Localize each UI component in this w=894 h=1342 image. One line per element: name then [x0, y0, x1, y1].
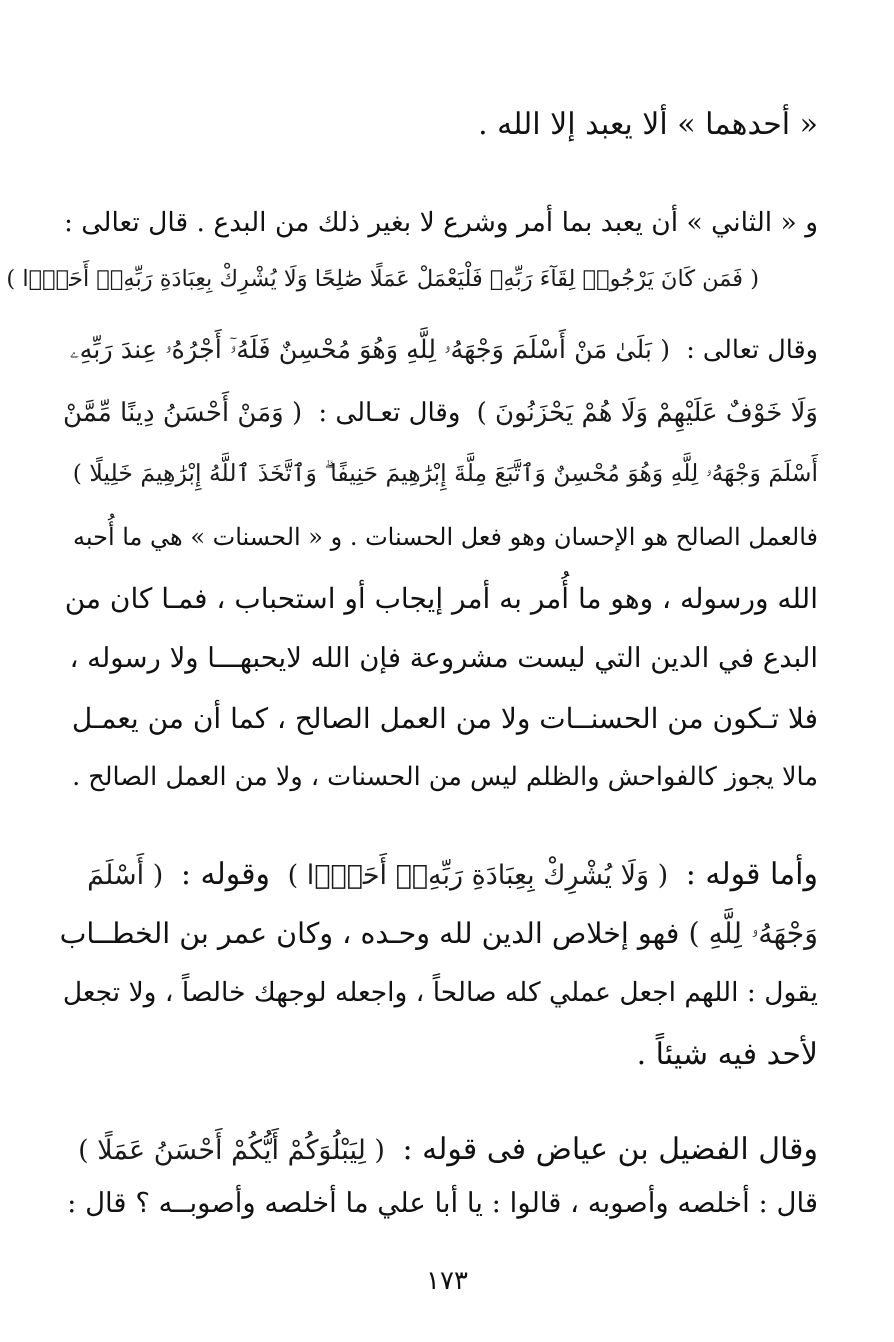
- page-number: ١٧٣: [426, 1266, 468, 1296]
- quran-verse-kahf-part: ( وَلَا يُشْرِكْ بِعِبَادَةِ رَبِّهِۦٓ أَحَدًۢا ): [287, 860, 669, 891]
- text-line-5-mid: وقال تعـالى :: [318, 398, 461, 428]
- text-line-4: [62, 335, 818, 365]
- quran-verse-kahf: ( فَمَن كَانَ يَرْجُوا۟ لِقَآءَ رَبِّهِۦ فَلْيَعْمَلْ عَمَلًا صَٰلِحًا وَلَا يُشْرِكْ بِعِبَادَةِ رَبِّهِۦٓ أَحَدًۢا ): [6, 266, 759, 292]
- quran-verse-baqarah-end: وَلَا خَوْفٌ عَلَيْهِمْ وَلَا هُمْ يَحْزَنُونَ ): [476, 398, 818, 428]
- quran-verse-aslama: ( أَسْلَمَ: [87, 860, 164, 891]
- text-line-16-prefix: وقال الفضيل بن عياض فى قوله :: [402, 1132, 818, 1167]
- text-line-12: [79, 857, 818, 892]
- quran-verse-baqarah: ( بَلَىٰ مَنْ أَسْلَمَ وَجْهَهُۥ لِلَّهِ وَهُوَ مُحْسِنٌ فَلَهُۥٓ أَجْرُهُۥ عِندَ رَبِّهِۦ: [69, 335, 671, 365]
- quran-verse-nisa-start: ( وَمَنْ أَحْسَنُ دِينًا مِّمَّنْ: [63, 398, 303, 428]
- text-line-17: قال : أخلصه وأصوبه ، قالوا : يا أبا علي ما أخلصه وأصوبــه ؟ قال :: [67, 1187, 818, 1219]
- text-line-10: فلا تـكون من الحسنــات ولا من العمل الصالح ، كما أن من يعمـل: [71, 702, 818, 735]
- text-line-9: البدع في الدين التي ليست مشروعة فإن الله لايحبهـــا ولا رسوله ،: [69, 642, 818, 674]
- quran-verse-nisa: أَسْلَمَ وَجْهَهُۥ لِلَّهِ وَهُوَ مُحْسِنٌ وَٱتَّبَعَ مِلَّةَ إِبْرَٰهِيمَ حَنِيفًا ۗ وَٱتَّخَذَ ٱللَّهُ إِبْرَٰهِيمَ خَلِيلًا ): [72, 459, 818, 487]
- text-line-14: يقول : اللهم اجعل عملي كله صالحاً ، واجعله لوجهك خالصاً ، ولا تجعل: [62, 977, 818, 1008]
- text-line-8: الله ورسوله ، وهو ما أُمر به أمر إيجاب أو استحباب ، فمـا كان من: [64, 582, 818, 615]
- text-line-15: لأحد فيه شيئاً .: [636, 1037, 818, 1072]
- text-line-13: [59, 917, 818, 950]
- text-line-16: [70, 1132, 818, 1167]
- text-line-12-prefix: وأما قوله :: [685, 857, 818, 892]
- text-line-1: « أحدهما » ألا يعبد إلا الله .: [478, 107, 818, 142]
- text-line-12-mid: وقوله :: [180, 857, 271, 892]
- text-line-5: [63, 400, 818, 426]
- text-line-7: فالعمل الصالح هو الإحسان وهو فعل الحسنات . و « الحسنات » هي ما أُحبه: [73, 523, 818, 551]
- text-line-2: و « الثاني » أن يعبد بما أمر وشرع لا بغير ذلك من البدع . قال تعالى :: [63, 207, 818, 238]
- quran-verse-mulk: ( لِيَبْلُوَكُمْ أَيُّكُمْ أَحْسَنُ عَمَلًا ): [78, 1135, 385, 1166]
- text-line-13-rest: فهو إخلاص الدين لله وحـده ، وكان عمر بن الخطــاب: [59, 917, 680, 950]
- text-line-11: مالا يجوز كالفواحش والظلم ليس من الحسنات ، ولا من العمل الصالح .: [72, 762, 818, 792]
- text-line-4-prefix: وقال تعالى :: [686, 335, 818, 365]
- quran-verse-wajhahu: وَجْهَهُۥ لِلَّهِ ): [688, 917, 818, 950]
